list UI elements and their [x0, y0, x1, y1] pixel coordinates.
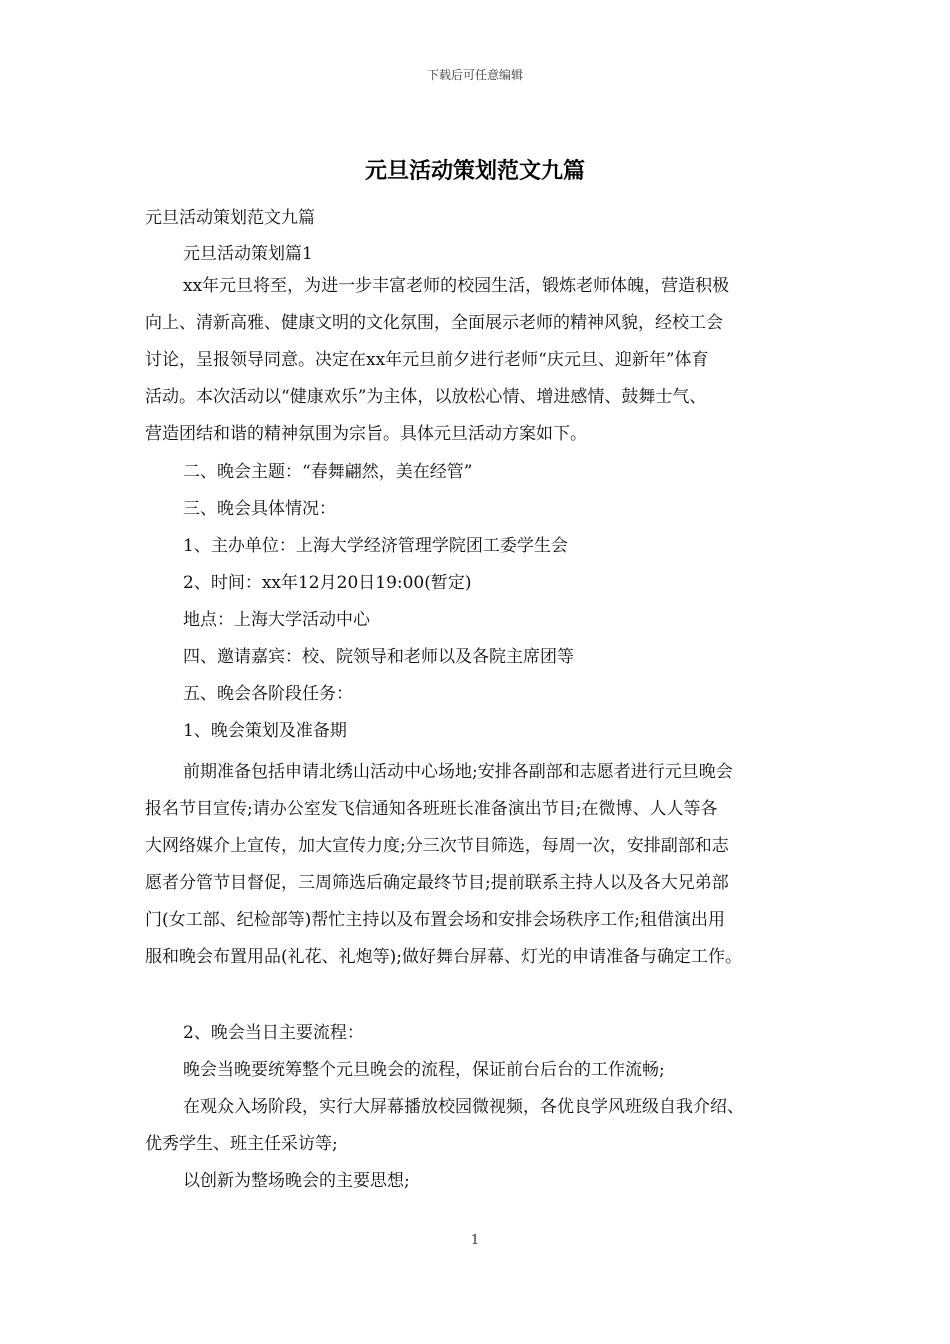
page-header: 下载后可任意编辑	[426, 68, 523, 82]
paragraph-line: 活动。本次活动以“健康欢乐”为主体，以放松心情、增进感情、鼓舞士气、	[145, 387, 707, 407]
paragraph-line: 四、邀请嘉宾：校、院领导和老师以及各院主席团等	[183, 647, 574, 667]
paragraph-line: 晚会当晚要统筹整个元旦晚会的流程，保证前台后台的工作流畅;	[183, 1060, 665, 1080]
paragraph-line: 前期准备包括申请北绣山活动中心场地;安排各副部和志愿者进行元旦晚会	[183, 762, 733, 782]
paragraph-line: 以创新为整场晚会的主要思想;	[183, 1171, 410, 1191]
paragraph-line: 优秀学生、班主任采访等;	[145, 1134, 338, 1154]
paragraph-line: 讨论，呈报领导同意。决定在xx年元旦前夕进行老师“庆元旦、迎新年”体育	[145, 350, 709, 370]
paragraph-line: 1、主办单位：上海大学经济管理学院团工委学生会	[183, 536, 568, 556]
paragraph-line: 大网络媒介上宣传，加大宣传力度;分三次节目筛选，每周一次，安排副部和志	[145, 836, 729, 856]
paragraph-line: 2、晚会当日主要流程：	[183, 1023, 364, 1043]
paragraph-line: 二、晚会主题：“春舞翩然，美在经管”	[183, 462, 473, 482]
paragraph-line: xx年元旦将至，为进一步丰富老师的校园生活，锻炼老师体魄，营造积极	[183, 276, 730, 296]
paragraph-line: 服和晚会布置用品(礼花、礼炮等);做好舞台屏幕、灯光的申请准备与确定工作。	[145, 947, 742, 967]
paragraph-line: 在观众入场阶段，实行大屏幕播放校园微视频，各优良学风班级自我介绍、	[183, 1097, 744, 1117]
paragraph-line: 报名节目宣传;请办公室发飞信通知各班班长准备演出节目;在微博、人人等各	[145, 799, 718, 819]
paragraph-line: 元旦活动策划范文九篇	[145, 208, 315, 228]
document-title: 元旦活动策划范文九篇	[364, 158, 585, 184]
paragraph-line: 地点：上海大学活动中心	[183, 610, 370, 630]
paragraph-line: 元旦活动策划篇1	[183, 244, 313, 264]
paragraph-line: 营造团结和谐的精神氛围为宗旨。具体元旦活动方案如下。	[145, 424, 587, 444]
paragraph-line: 门(女工部、纪检部等)帮忙主持以及布置会场和安排会场秩序工作;租借演出用	[145, 910, 725, 930]
paragraph-line: 向上、清新高雅、健康文明的文化氛围，全面展示老师的精神风貌，经校工会	[145, 313, 723, 333]
paragraph-line: 2、时间：xx年12月20日19:00(暂定)	[183, 573, 472, 593]
paragraph-line: 愿者分管节目督促，三周筛选后确定最终节目;提前联系主持人以及各大兄弟部	[145, 873, 729, 893]
page-number: 1	[470, 1233, 480, 1248]
paragraph-line: 三、晚会具体情况：	[183, 499, 336, 519]
paragraph-line: 1、晚会策划及准备期	[183, 721, 347, 741]
paragraph-line: 五、晚会各阶段任务：	[183, 684, 353, 704]
